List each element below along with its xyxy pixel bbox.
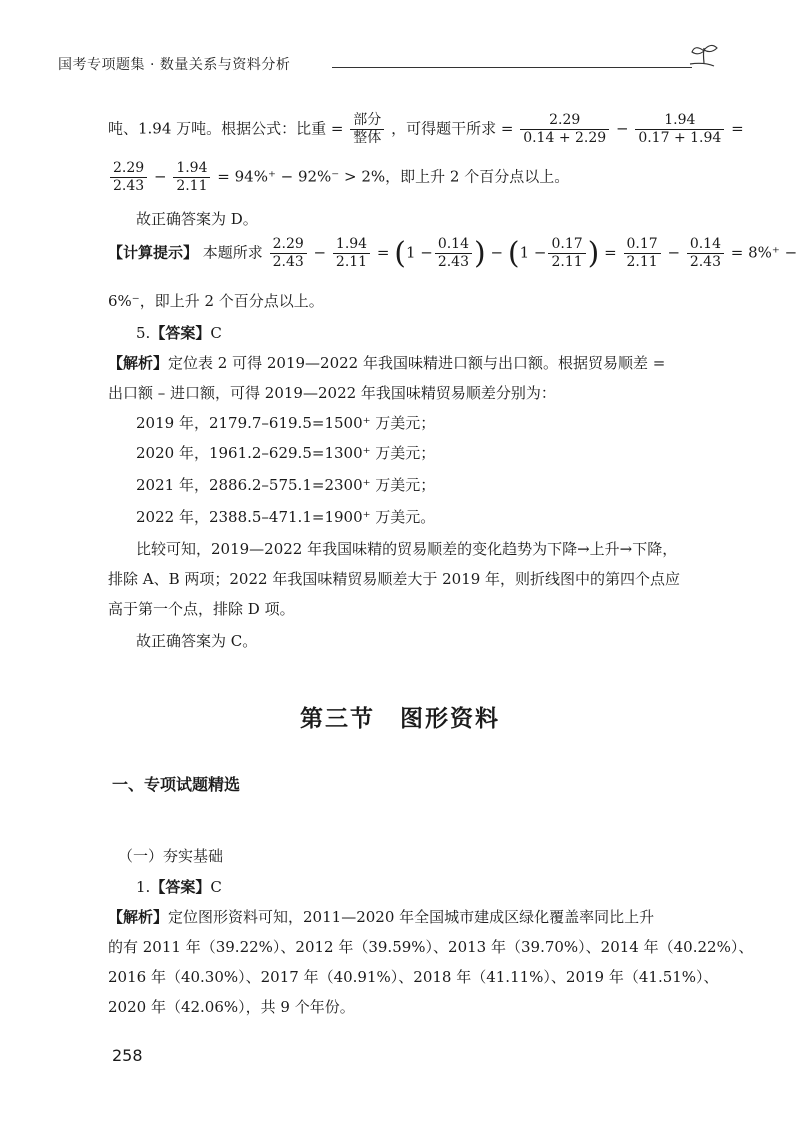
text-span: 定位图形资料可知，2011—2020 年全国城市建成区绿化覆盖率同比上升 — [168, 908, 655, 926]
answer-conclusion: 故正确答案为 C。 — [136, 632, 258, 650]
denominator: 2.11 — [173, 177, 210, 195]
text-span: 1 − — [519, 243, 547, 262]
header-title: 国考专项题集 · 数量关系与资料分析 — [58, 57, 291, 73]
text-span: 吨、1.94 万吨。根据公式：比重 = — [108, 119, 344, 138]
sprout-icon — [684, 42, 724, 76]
denominator: 0.17 + 1.94 — [635, 129, 724, 147]
minus-sign: − — [615, 119, 629, 138]
denominator: 2.43 — [687, 253, 724, 271]
year-calc-line: 2022 年，2388.5–471.1=1900⁺ 万美元。 — [136, 508, 436, 526]
minus-sign: − — [667, 243, 681, 262]
question-answer-line — [136, 876, 222, 897]
question-number: 1. — [136, 878, 151, 896]
analysis-line — [108, 906, 654, 927]
left-paren: ( — [394, 236, 406, 271]
denominator: 2.11 — [548, 253, 585, 271]
fraction — [624, 236, 661, 271]
answer-conclusion: 故正确答案为 D。 — [136, 210, 258, 228]
analysis-label: 【解析】 — [108, 354, 169, 372]
analysis-line: 出口额 – 进口额，可得 2019—2022 年我国味精贸易顺差分别为： — [108, 384, 556, 402]
year-calc-line: 2021 年，2886.2–575.1=2300⁺ 万美元； — [136, 476, 436, 494]
minus-sign: − — [490, 243, 504, 262]
numerator: 0.17 — [551, 236, 583, 252]
numerator: 0.14 — [689, 236, 721, 252]
denominator: 2.43 — [110, 177, 147, 195]
fraction — [687, 236, 724, 271]
text-span: 1 − — [405, 243, 433, 262]
solution-text-line — [108, 160, 569, 195]
calc-hint-line — [108, 236, 797, 271]
answer-label: 【答案】 — [150, 324, 211, 342]
solution-text-line — [108, 112, 744, 147]
fraction — [435, 236, 472, 271]
page-number: 258 — [112, 1046, 143, 1065]
question-number: 5. — [136, 324, 151, 342]
question-answer-line — [136, 322, 222, 343]
comparison-line: 高于第一个点，排除 D 项。 — [108, 600, 295, 618]
text-span: = 8%⁺ − — [730, 243, 798, 262]
fraction — [110, 160, 147, 195]
text-span: = 94%⁺ − 92%⁻ > 2%，即上升 2 个百分点以上。 — [217, 167, 570, 186]
year-calc-line: 2020 年，1961.2–629.5=1300⁺ 万美元； — [136, 444, 436, 462]
denominator: 2.11 — [333, 253, 370, 271]
comparison-line: 比较可知，2019—2022 年我国味精的贸易顺差的变化趋势为下降→上升→下降， — [136, 540, 678, 558]
text-span: 定位表 2 可得 2019—2022 年我国味精进口额与出口额。根据贸易顺差 = — [168, 354, 666, 372]
minus-sign: − — [313, 243, 327, 262]
analysis-line — [108, 352, 665, 373]
numerator: 1.94 — [664, 112, 696, 128]
fraction — [520, 112, 609, 147]
right-paren: ) — [474, 236, 486, 271]
running-header — [58, 48, 718, 82]
denominator: 整体 — [350, 129, 384, 147]
fraction — [333, 236, 370, 271]
subsection-heading: 一、专项试题精选 — [112, 775, 241, 794]
analysis-label: 【解析】 — [108, 908, 169, 926]
analysis-line: 2020 年（42.06%），共 9 个年份。 — [108, 998, 355, 1016]
fraction — [635, 112, 724, 147]
year-calc-line: 2019 年，2179.7–619.5=1500⁺ 万美元； — [136, 414, 436, 432]
equals-sign: = — [731, 119, 744, 138]
numerator: 0.17 — [626, 236, 658, 252]
analysis-line: 的有 2011 年（39.22%）、2012 年（39.59%）、2013 年（39.70%）、2014 年（40.22%）、 — [108, 938, 754, 956]
calc-hint-label: 【计算提示】 — [108, 243, 199, 262]
header-rule — [332, 67, 692, 68]
calc-hint-continuation: 6%⁻，即上升 2 个百分点以上。 — [108, 292, 324, 310]
numerator: 1.94 — [176, 160, 208, 176]
answer-value: C — [210, 878, 222, 896]
text-span: 本题所求 — [202, 243, 263, 262]
minus-sign: − — [153, 167, 167, 186]
fraction — [173, 160, 210, 195]
numerator: 0.14 — [437, 236, 469, 252]
equals-sign: = — [376, 243, 390, 262]
text-span: ，可得题干所求 = — [391, 119, 514, 138]
answer-value: C — [210, 324, 222, 342]
numerator: 2.29 — [272, 236, 304, 252]
comparison-line: 排除 A、B 两项；2022 年我国味精贸易顺差大于 2019 年，则折线图中的第四个点应 — [108, 570, 681, 588]
fraction — [350, 112, 384, 147]
left-paren: ( — [507, 236, 520, 271]
right-paren: ) — [587, 236, 600, 271]
denominator: 2.43 — [270, 253, 307, 271]
section-title: 第三节 图形资料 — [300, 706, 500, 732]
analysis-line: 2016 年（40.30%）、2017 年（40.91%）、2018 年（41.11%）、2019 年（41.51%）、 — [108, 968, 719, 986]
numerator: 2.29 — [113, 160, 145, 176]
numerator: 1.94 — [335, 236, 368, 252]
denominator: 2.11 — [624, 253, 661, 271]
fraction — [270, 236, 307, 271]
denominator: 2.43 — [435, 253, 472, 271]
numerator: 2.29 — [549, 112, 581, 128]
denominator: 0.14 + 2.29 — [520, 129, 609, 147]
equals-sign: = — [604, 243, 617, 262]
answer-label: 【答案】 — [150, 878, 211, 896]
fraction — [548, 236, 585, 271]
subsubsection-heading: （一）夯实基础 — [118, 847, 224, 865]
numerator: 部分 — [353, 112, 382, 128]
